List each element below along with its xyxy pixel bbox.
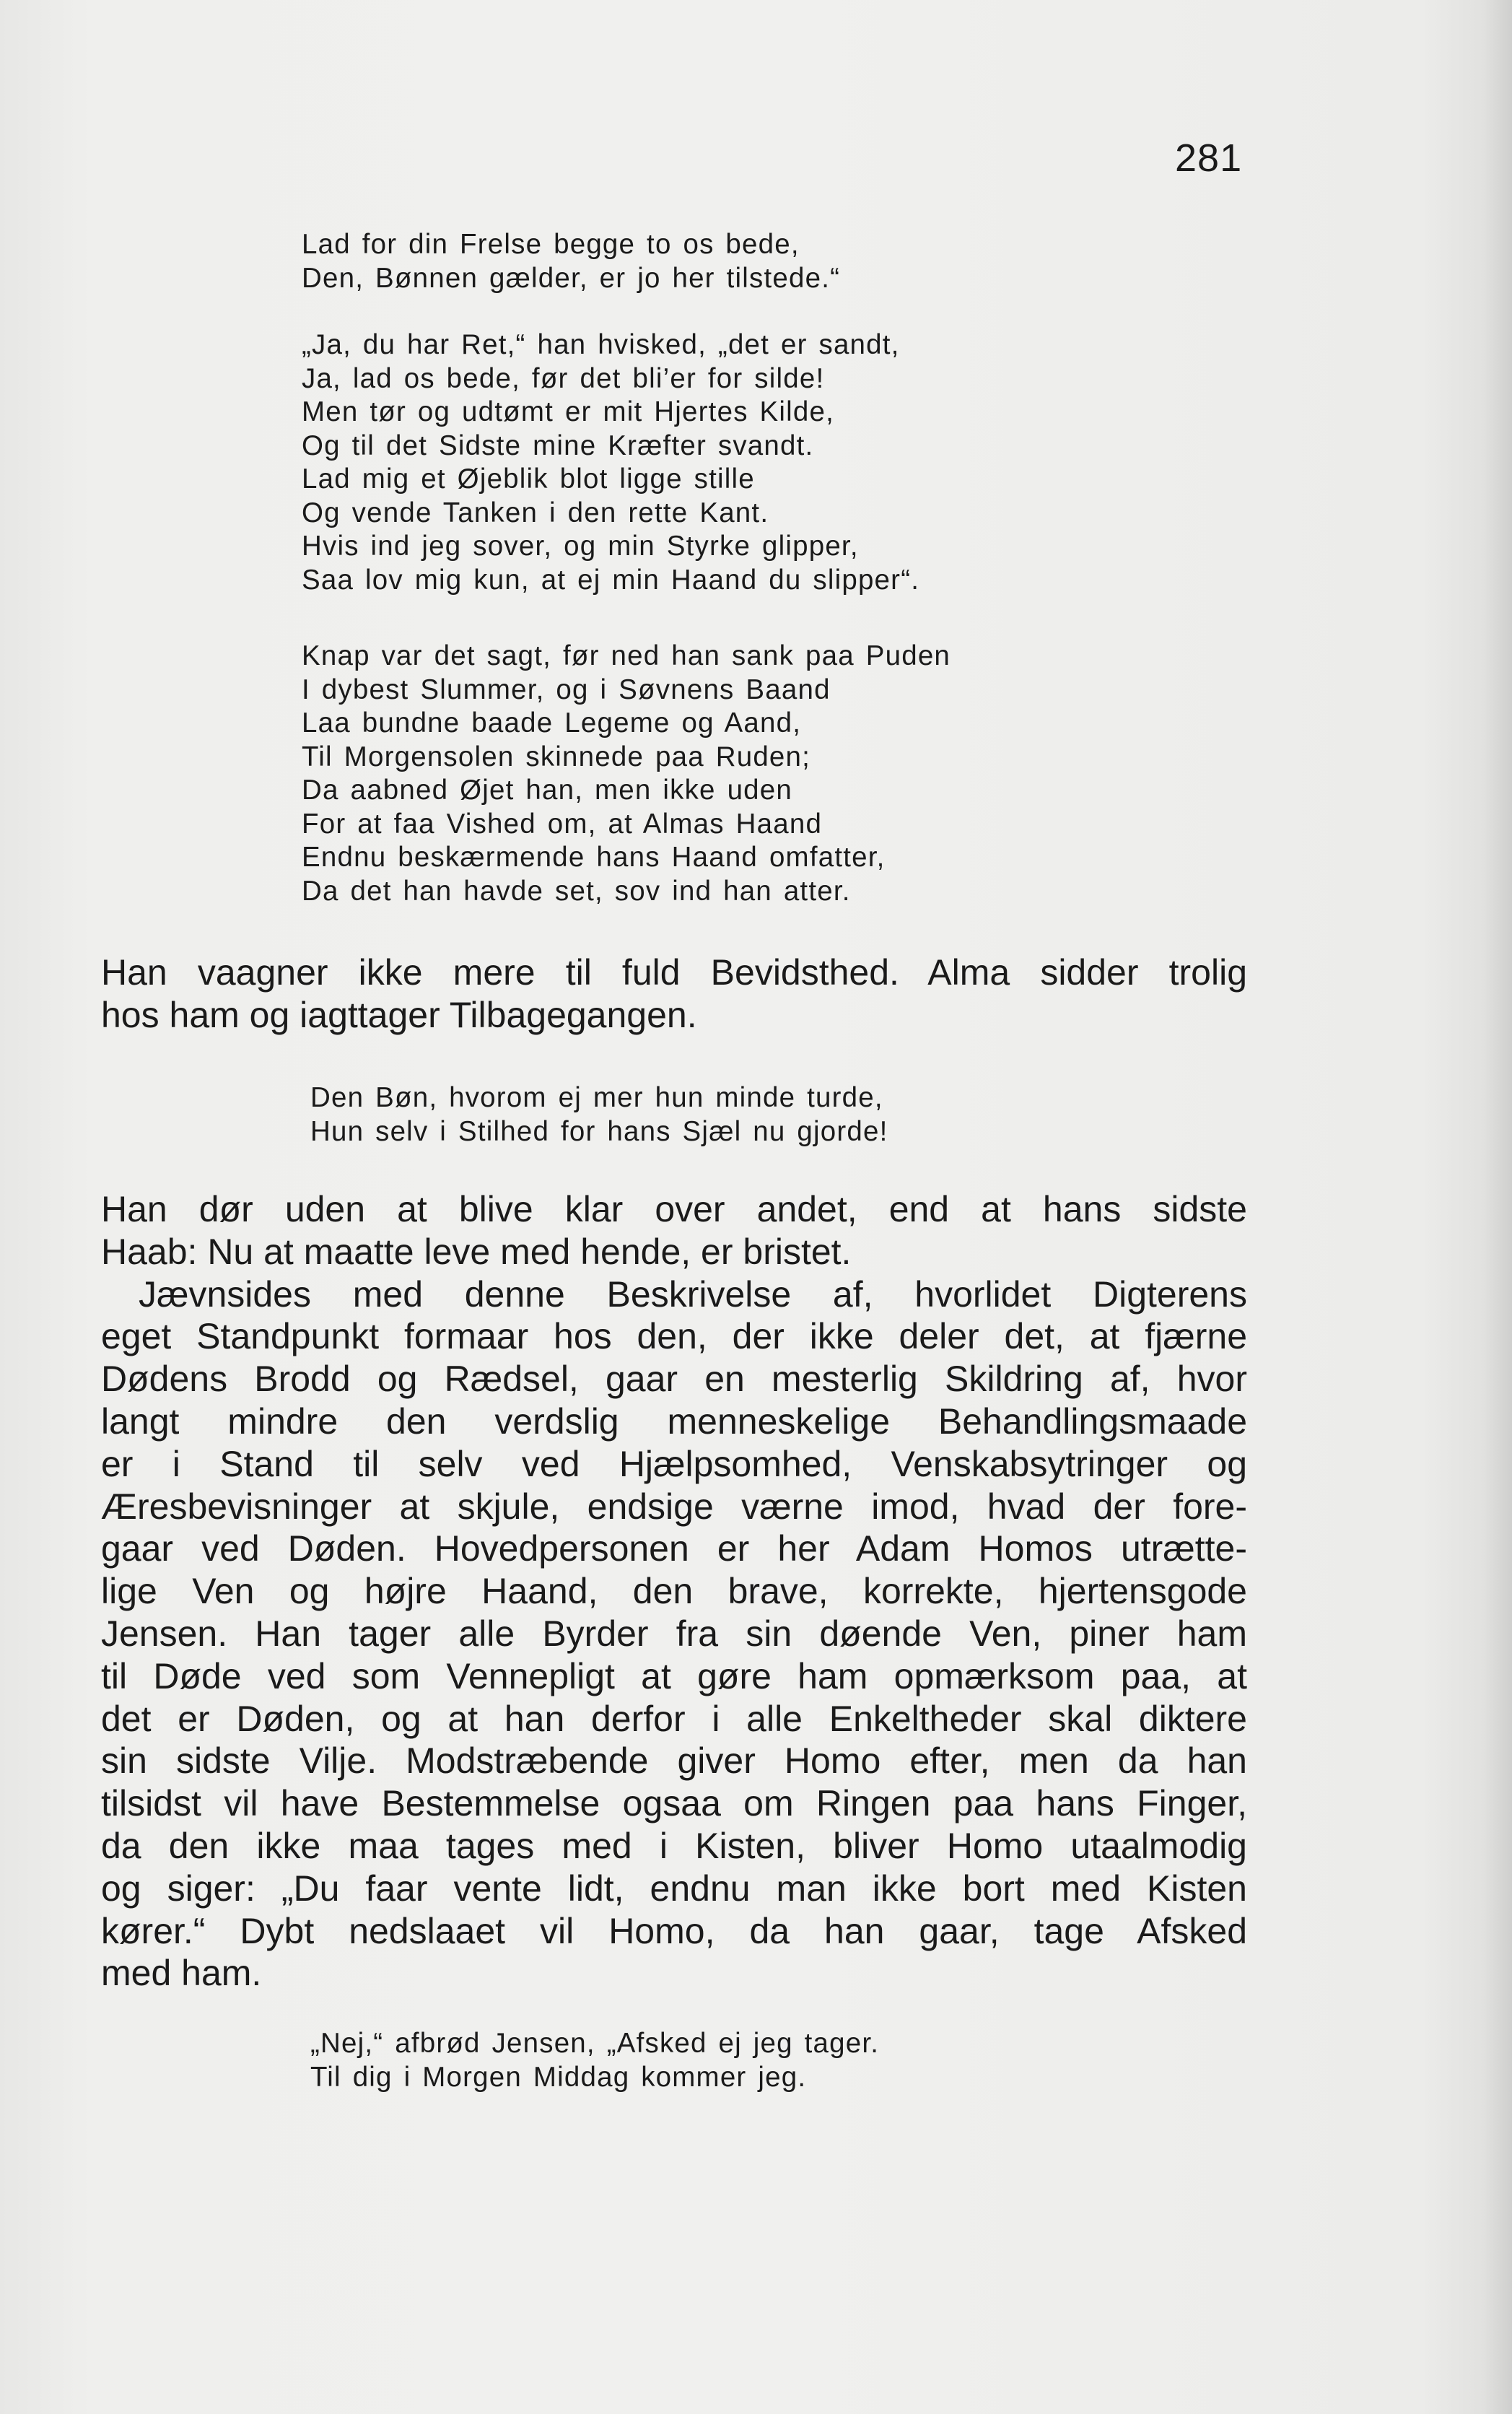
verse-stanza: [302, 328, 919, 597]
verse-stanza: [302, 640, 951, 908]
page-edge-shadow: [1483, 0, 1512, 2414]
prose-line: det er Døden, og at han derfor i alle Enkeltheder skal diktere: [101, 1698, 1247, 1739]
verse-line: Og vende Tanken i den rette Kant.: [302, 497, 769, 528]
prose-line: og siger: „Du faar vente lidt, endnu man ikke bort med Kisten: [101, 1868, 1247, 1909]
prose-line: Æresbevisninger at skjule, endsige værne imod, hvad der fore-: [101, 1486, 1247, 1527]
verse-line: Den, Bønnen gælder, er jo her tilstede.“: [302, 262, 841, 294]
prose-line: Jævnsides med denne Beskrivelse af, hvorlidet Digterens: [139, 1273, 1247, 1315]
verse-line: „Ja, du har Ret,“ han hvisked, „det er sandt,: [302, 329, 900, 360]
verse-line: Da det han havde set, sov ind han atter.: [302, 875, 851, 907]
prose-line: langt mindre den verdslig menneskelige Behandlingsmaade: [101, 1400, 1247, 1442]
verse-line: For at faa Vished om, at Almas Haand: [302, 808, 823, 840]
prose-line: eget Standpunkt formaar hos den, der ikke deler det, at fjærne: [101, 1316, 1247, 1357]
verse-line: Laa bundne baade Legeme og Aand,: [302, 707, 802, 738]
prose-paragraph: [101, 951, 1247, 1037]
prose-line: Jensen. Han tager alle Byrder fra sin døende Ven, piner ham: [101, 1613, 1247, 1654]
prose-line: er i Stand til selv ved Hjælpsomhed, Venskabsytringer og: [101, 1443, 1247, 1484]
verse-line: „Nej,“ afbrød Jensen, „Afsked ej jeg tager.: [310, 2028, 880, 2059]
prose-line: Dødens Brodd og Rædsel, gaar en mesterlig Skildring af, hvor: [101, 1359, 1247, 1400]
verse-line: Ja, lad os bede, før det bli’er for silde!: [302, 362, 825, 394]
prose-line: til Døde ved som Vennepligt at gøre ham opmærksom paa, at: [101, 1655, 1247, 1696]
verse-line: Knap var det sagt, før ned han sank paa Puden: [302, 640, 951, 671]
verse-stanza: [310, 2027, 879, 2094]
prose-line: sin sidste Vilje. Modstræbende giver Homo efter, men da han: [101, 1740, 1247, 1782]
prose-line: lige Ven og højre Haand, den brave, korrekte, hjertensgode: [101, 1571, 1247, 1612]
verse-line: Og til det Sidste mine Kræfter svandt.: [302, 430, 814, 461]
prose-line: hos ham og iagttager Tilbagegangen.: [101, 994, 697, 1035]
prose-line: da den ikke maa tages med i Kisten, bliver Homo utaalmodig: [101, 1825, 1247, 1866]
prose-line: Han vaagner ikke mere til fuld Bevidsthed. Alma sidder trolig: [101, 952, 1247, 993]
prose-line: tilsidst vil have Bestemmelse ogsaa om Ringen paa hans Finger,: [101, 1783, 1247, 1824]
verse-stanza: [310, 1081, 888, 1149]
prose-line: Han dør uden at blive klar over andet, end at hans sidste: [101, 1189, 1247, 1229]
verse-line: Lad mig et Øjeblik blot ligge stille: [302, 463, 755, 494]
verse-line: Til dig i Morgen Middag kommer jeg.: [310, 2061, 807, 2093]
verse-line: Men tør og udtømt er mit Hjertes Kilde,: [302, 396, 835, 427]
verse-line: Hvis ind jeg sover, og min Styrke glipper,: [302, 531, 859, 562]
verse-line: Den Bøn, hvorom ej mer hun minde turde,: [310, 1082, 883, 1113]
verse-stanza: [302, 228, 840, 295]
prose-line: Haab: Nu at maatte leve med hende, er bristet.: [101, 1231, 852, 1272]
prose-line: med ham.: [101, 1953, 262, 1994]
verse-line: Saa lov mig kun, at ej min Haand du slipper“.: [302, 564, 920, 596]
verse-line: Endnu beskærmende hans Haand omfatter,: [302, 842, 886, 873]
verse-line: Til Morgensolen skinnede paa Ruden;: [302, 741, 811, 772]
prose-line: kører.“ Dybt nedslaaet vil Homo, da han gaar, tage Afsked: [101, 1910, 1247, 1951]
verse-line: Lad for din Frelse begge to os bede,: [302, 229, 800, 260]
prose-paragraph: [101, 1188, 1247, 1995]
prose-line: gaar ved Døden. Hovedpersonen er her Adam Homos utrætte-: [101, 1528, 1247, 1569]
verse-line: Hun selv i Stilhed for hans Sjæl nu gjorde!: [310, 1115, 888, 1147]
verse-line: I dybest Slummer, og i Søvnens Baand: [302, 674, 831, 705]
verse-line: Da aabned Øjet han, men ikke uden: [302, 775, 793, 806]
page-number: 281: [1175, 136, 1243, 180]
